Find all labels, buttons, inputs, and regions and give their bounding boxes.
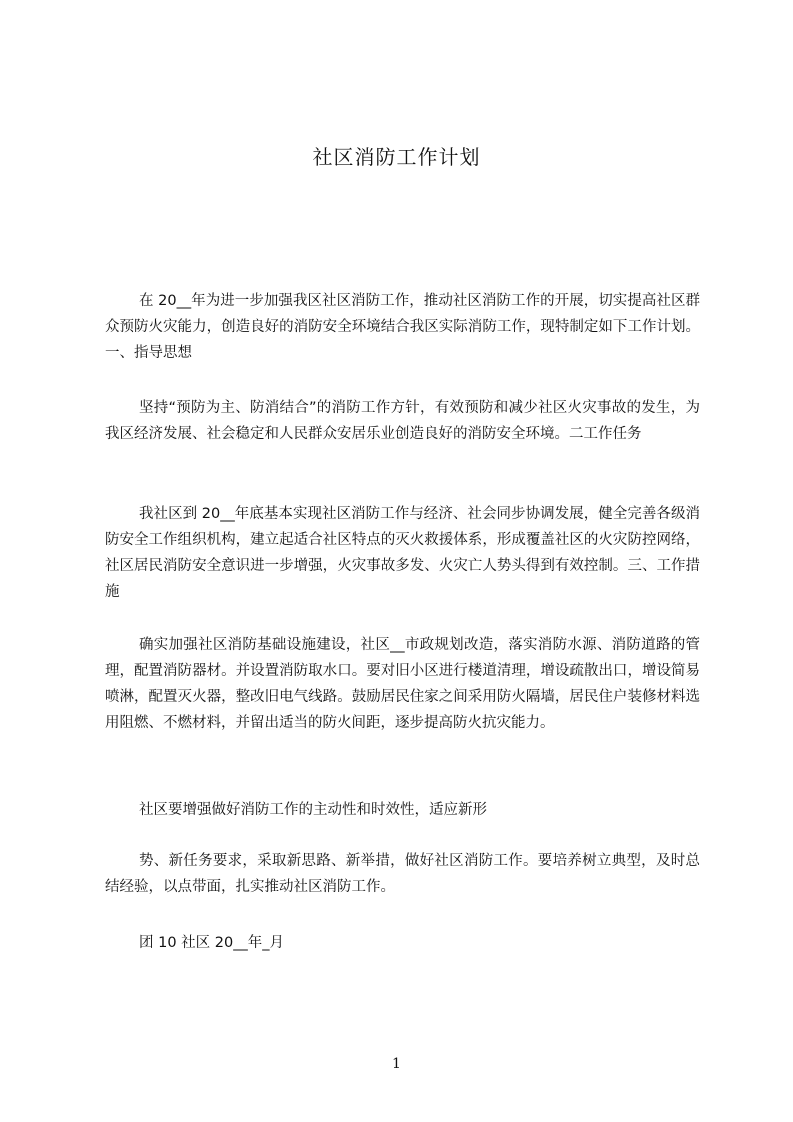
paragraph-new-approach: 势、新任务要求，采取新思路、新举措，做好社区消防工作。要培养树立典型，及时总结经验，以点带面，扎实推动社区消防工作。 (105, 853, 700, 895)
document-title: 社区消防工作计划 (312, 145, 481, 169)
page-number: 1 (392, 1056, 401, 1072)
paragraph-work-measures: 确实加强社区消防基础设施建设，社区__市政规划改造，落实消防水源、消防道路的管理，配置消防器材。并设置消防取水口。要对旧小区进行楼道清理，增设疏散出口，增设简易喷淋，配置灭火器，整改旧电气线路。鼓励居民住家之间采用防火隔墙，居民住户装修材料选用阻燃、不燃材料，并留出适当的防火间距，逐步提高防火抗灾能力。 (105, 637, 700, 731)
paragraph-guiding-principle: 坚持“预防为主、防消结合”的消防工作方针，有效预防和减少社区火灾事故的发生，为我区经济发展、社会稳定和人民群众安居乐业创造良好的消防安全环境。二工作任务 (105, 400, 700, 442)
paragraph-work-tasks: 我社区到 20__年底基本实现社区消防工作与经济、社会同步协调发展，健全完善各级消防安全工作组织机构，建立起适合社区特点的灭火救援体系，形成覆盖社区的火灾防控网络，社区居民消防安全意识进一步增强，火灾事故多发、火灾亡人势头得到有效控制。三、工作措施 (105, 506, 700, 600)
paragraph-intro: 在 20__年为进一步加强我区社区消防工作，推动社区消防工作的开展，切实提高社区群众预防火灾能力，创造良好的消防安全环境结合我区实际消防工作，现特制定如下工作计划。一、指导思想 (105, 293, 700, 361)
signature-line: 团 10 社区 20__年_月 (139, 935, 284, 951)
paragraph-initiative: 社区要增强做好消防工作的主动性和时效性，适应新形 (139, 802, 487, 818)
